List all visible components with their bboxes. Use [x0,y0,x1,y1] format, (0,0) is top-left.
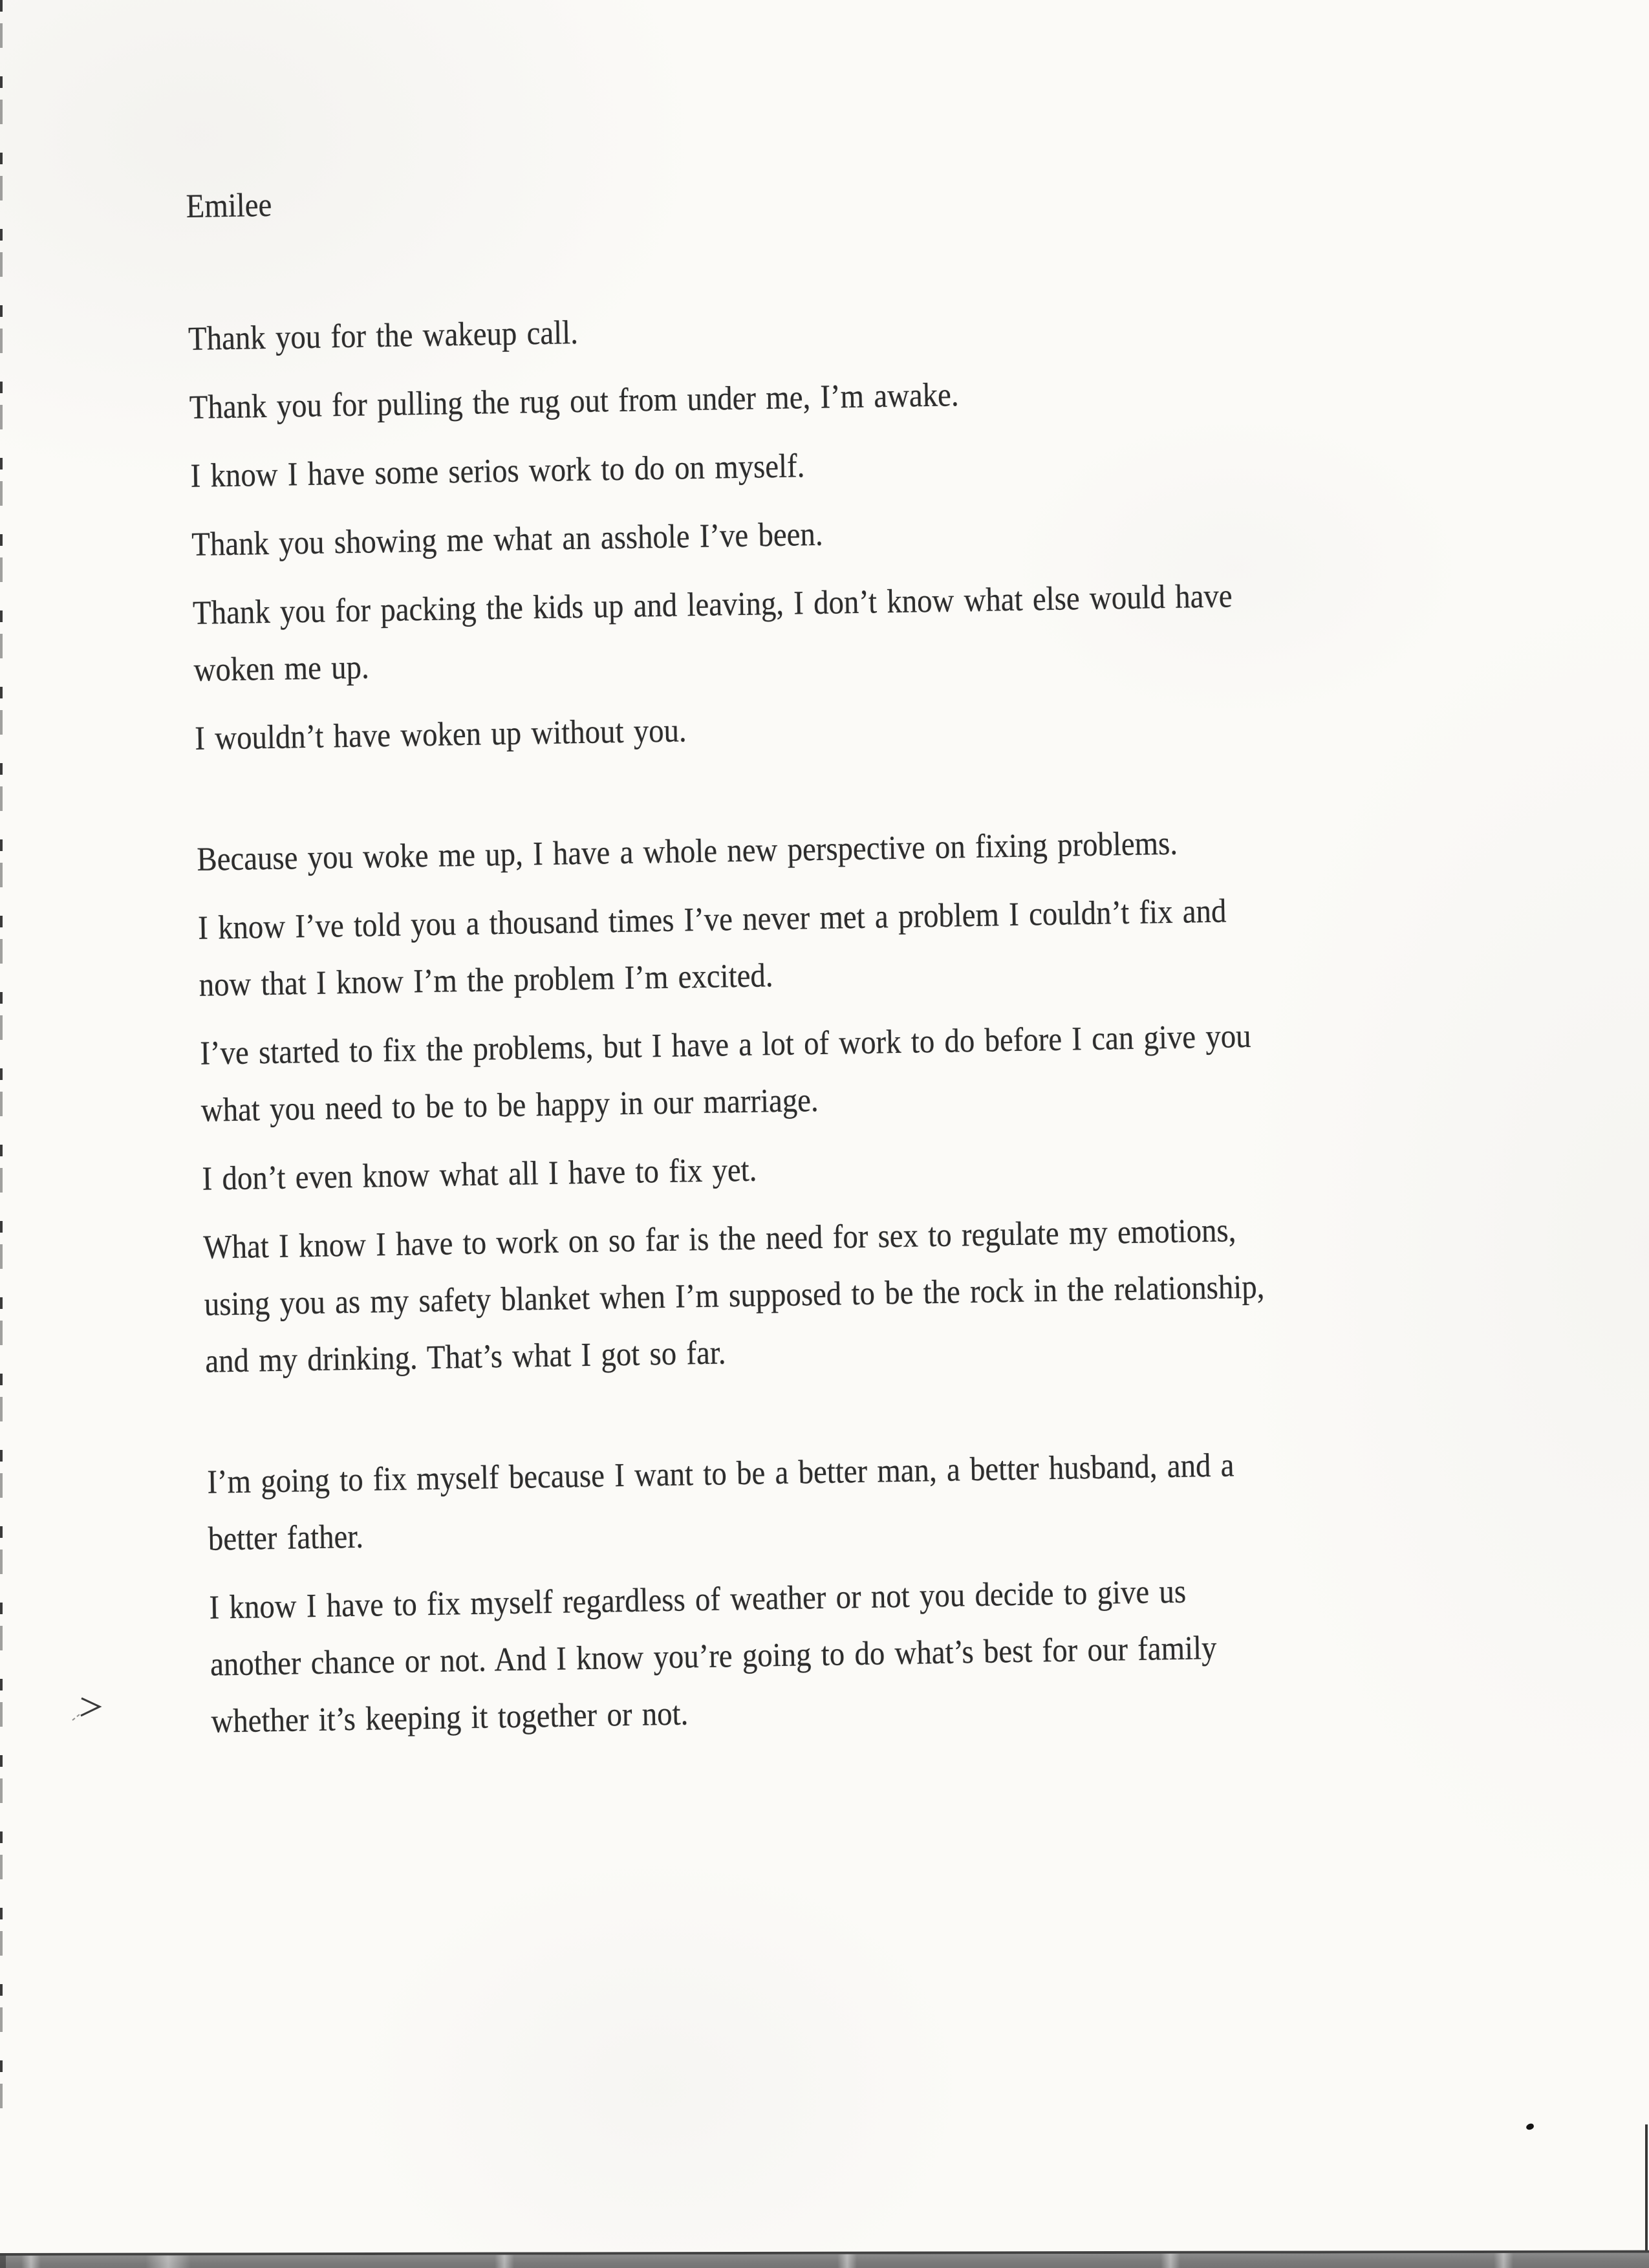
paragraph [189,359,1423,437]
paragraph [202,1130,1436,1208]
greeting: Emilee [186,186,272,225]
scan-edge-artifact-left [0,0,3,2121]
scanner-strip-streak [146,2255,191,2268]
text-line: now that I know I’m the problem I’m excited. [199,957,773,1004]
pen-mark [67,1684,109,1724]
scanner-strip-streak [21,2256,41,2268]
paragraph [192,565,1428,699]
paragraph [195,690,1429,768]
text-line: I know I have to fix myself regardless of weather or not you decide to give us [209,1573,1187,1626]
text-line: woken me up. [193,649,370,689]
paragraph [190,427,1425,505]
text-line: I know I’ve told you a thousand times I’ve never met a problem I couldn’t fix and [197,892,1227,947]
text-line: another chance or not. And I know you’re going to do what’s best for our family [210,1629,1217,1683]
text-line: I’m going to fix myself because I want to be a better man, a better husband, and a [206,1447,1234,1501]
paragraph [188,290,1422,368]
text-line: What I know I have to work on so far is the need for sex to regulate my emotions, [202,1212,1236,1266]
letter-body [186,158,1445,1762]
text-line: and my drinking. That’s what I got so far. [204,1334,726,1380]
text-line: Thank you for pulling the rug out from under me, I’m awake. [189,376,959,426]
paragraph [203,1199,1439,1390]
text-line: I don’t even know what all I have to fix yet. [202,1151,757,1198]
paragraph [191,496,1426,574]
text-line: Thank you showing me what an asshole I’ve been. [191,515,823,563]
text-line: Thank you for packing the kids up and leaving, I don’t know what else would have [192,578,1233,632]
ink-dot [1525,2122,1535,2130]
text-line: I’ve started to fix the problems, but I have a lot of work to do before I can give you [199,1017,1252,1072]
text-line: whether it’s keeping it together or not. [211,1695,689,1740]
text-line: Because you woke me up, I have a whole new perspective on fixing problems. [196,825,1178,878]
scanner-strip-streak [1161,2254,1180,2268]
paragraph [198,880,1434,1014]
paragraph [200,1005,1436,1139]
paragraph [209,1559,1445,1751]
scanner-strip-streak [1494,2253,1513,2268]
paragraph [197,811,1431,889]
text-line: using you as my safety blanket when I’m supposed to be the rock in the relationship, [204,1268,1265,1323]
scanner-strip-streak [495,2255,514,2268]
text-line: I wouldn’t have woken up without you. [194,712,687,757]
text-line: what you need to be to be happy in our marriage. [200,1081,819,1129]
text-line: I know I have some serios work to do on myself. [190,448,805,495]
scan-edge-artifact-right [1645,2124,1648,2254]
paragraph [207,1434,1443,1568]
scanner-strip [0,2251,1649,2268]
text-line: Thank you for the wakeup call. [188,314,579,358]
scanner-strip-shade [0,2256,6,2268]
scanner-strip-streak [837,2254,857,2268]
text-line: better father. [208,1518,364,1558]
